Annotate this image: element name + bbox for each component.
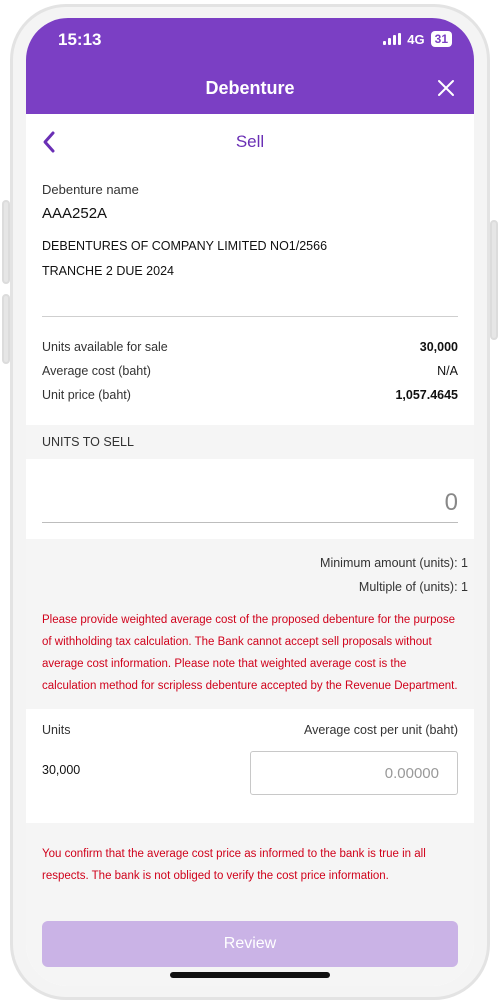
close-icon[interactable] bbox=[436, 78, 456, 98]
units-to-sell-input[interactable]: 0 bbox=[42, 483, 458, 523]
units-to-sell-wrap bbox=[26, 459, 474, 539]
info-label: Average cost (baht) bbox=[42, 364, 151, 378]
info-row-unit-price bbox=[42, 383, 458, 407]
debenture-full-name-line1: DEBENTURES OF COMPANY LIMITED NO1/2566 bbox=[42, 239, 328, 253]
holding-details bbox=[26, 317, 474, 425]
network-label: 4G bbox=[407, 31, 425, 47]
info-value: 30,000 bbox=[419, 340, 458, 354]
info-value: N/A bbox=[437, 364, 458, 378]
debenture-info bbox=[26, 170, 474, 316]
volume-button bbox=[2, 200, 10, 284]
sell-notes bbox=[26, 539, 474, 709]
app-header bbox=[26, 18, 474, 114]
average-cost-warning: Please provide weighted average cost of the proposed debenture for the purpose of withholding tax calculation. The Bank cannot accept sell proposals without average cost information. Please note that weighted average cost is the calculation method for scripless debenture accepted by the Revenue Department. bbox=[42, 614, 458, 692]
units-value: 30,000 bbox=[42, 763, 81, 777]
units-label: Units bbox=[42, 723, 71, 737]
battery-icon: 31 bbox=[431, 31, 452, 47]
debenture-full-name bbox=[42, 234, 458, 284]
confirm-section bbox=[26, 823, 474, 986]
signal-icon bbox=[383, 33, 401, 45]
status-icons bbox=[383, 31, 452, 47]
sell-form bbox=[26, 170, 474, 986]
info-row-units-available bbox=[42, 335, 458, 359]
units-to-sell-label: UNITS TO SELL bbox=[26, 425, 474, 459]
home-indicator bbox=[170, 972, 330, 978]
sub-header bbox=[26, 114, 474, 170]
average-cost-label: Average cost per unit (baht) bbox=[303, 723, 458, 737]
info-value: 1,057.4645 bbox=[395, 388, 458, 402]
average-cost-section bbox=[26, 709, 474, 823]
sub-title: Sell bbox=[235, 132, 265, 151]
confirm-disclaimer: You confirm that the average cost price as informed to the bank is true in all respects. The bank is not obliged to verify the cost price information. bbox=[42, 848, 426, 882]
review-button[interactable]: Review bbox=[42, 921, 458, 967]
minimum-amount-note: Minimum amount (units): 1 bbox=[320, 556, 468, 570]
average-cost-input[interactable]: 0.00000 bbox=[250, 751, 458, 795]
page-title: Debenture bbox=[205, 78, 295, 98]
cost-header bbox=[42, 723, 458, 737]
volume-button bbox=[2, 294, 10, 364]
debenture-full-name-line2: TRANCHE 2 DUE 2024 bbox=[42, 264, 174, 278]
multiple-of-note: Multiple of (units): 1 bbox=[358, 580, 468, 594]
debenture-name-label: Debenture name bbox=[42, 182, 139, 197]
status-time: 15:13 bbox=[58, 30, 102, 49]
power-button bbox=[490, 220, 498, 340]
phone-screen bbox=[26, 18, 474, 986]
info-row-average-cost bbox=[42, 359, 458, 383]
info-label: Unit price (baht) bbox=[42, 388, 131, 402]
debenture-code: AAA252A bbox=[42, 205, 108, 222]
info-label: Units available for sale bbox=[42, 340, 168, 354]
